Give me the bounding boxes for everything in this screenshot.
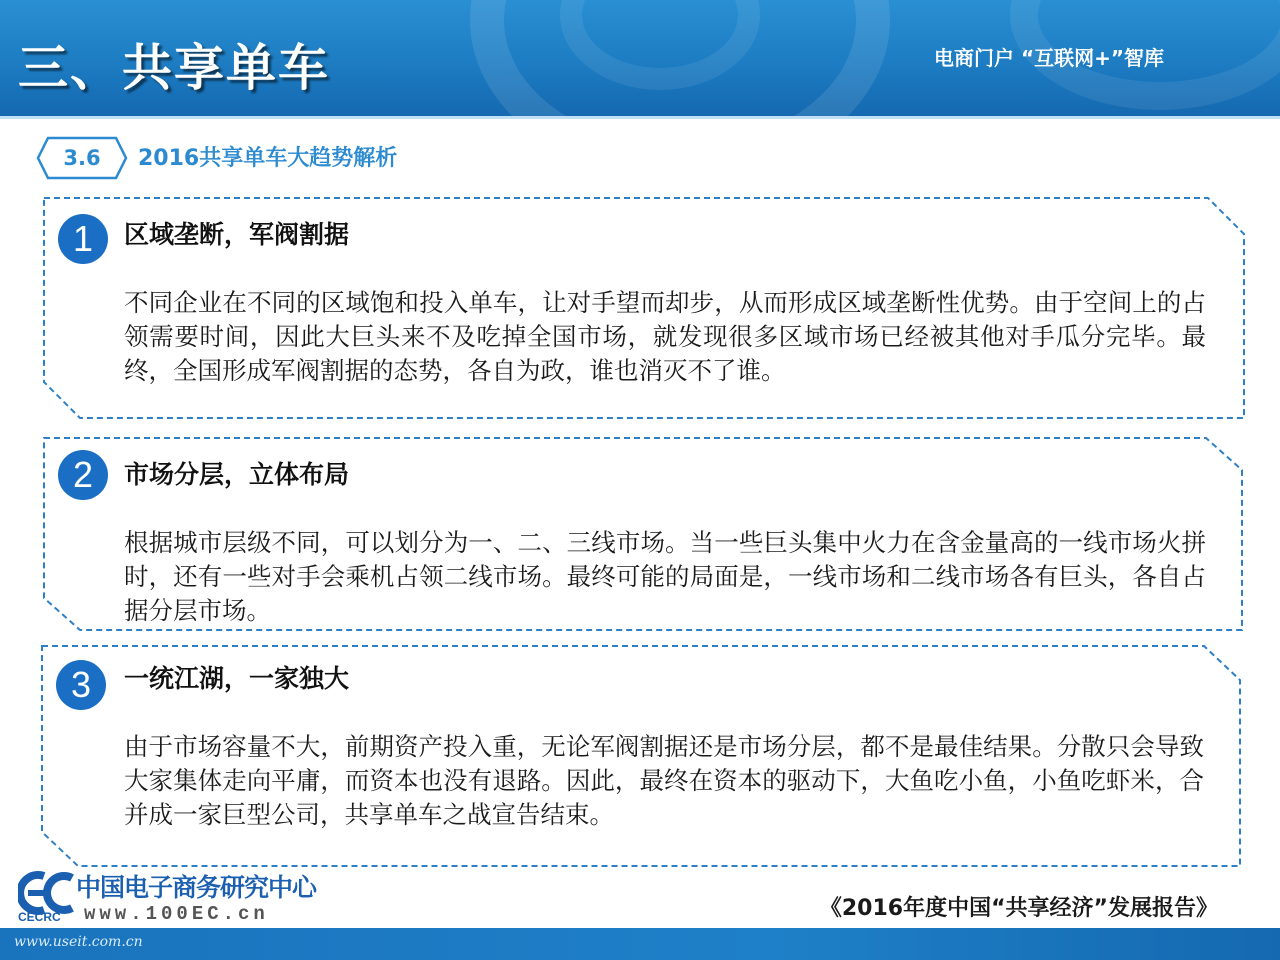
- header-banner: [0, 0, 1280, 116]
- item-number-circle: 1: [58, 214, 108, 264]
- item-number-circle: 3: [56, 660, 106, 710]
- item-body: 由于市场容量不大，前期资产投入重，无论军阀割据还是市场分层，都不是最佳结果。分散只会导致大家集体走向平庸，而资本也没有退路。因此，最终在资本的驱动下，大鱼吃小鱼，小鱼吃虾米，合并成一家巨型公司，共享单车之战宣告结束。: [124, 732, 1204, 829]
- header-divider: [0, 116, 1280, 119]
- section-number: 3.6: [63, 146, 101, 170]
- section-number-tag: [36, 136, 128, 180]
- trend-box-2: [40, 434, 1246, 634]
- trend-box-3: [38, 642, 1244, 870]
- header-brand-text: 电商门户 “互联网+”智库: [934, 46, 1165, 70]
- item-number-circle: 2: [58, 450, 108, 500]
- item-title: 市场分层，立体布局: [124, 460, 350, 489]
- item-body: 不同企业在不同的区域饱和投入单车，让对手望而却步，从而形成区域垄断性优势。由于空间上的占领需要时间，因此大巨头来不及吃掉全国市场，就发现很多区域市场已经被其他对手瓜分完毕。最终，全国形成军阀割据的态势，各自为政，谁也消灭不了谁。: [124, 288, 1206, 385]
- report-title: 《2016年度中国“共享经济”发展报告》: [819, 896, 1218, 921]
- footer-bar: [0, 928, 1280, 960]
- watermark: www.useit.com.cn: [14, 934, 143, 950]
- item-body: 根据城市层级不同，可以划分为一、二、三线市场。当一些巨头集中火力在含金量高的一线市场火拼时，还有一些对手会乘机占领二线市场。最终可能的局面是，一线市场和二线市场各有巨头，各自占据分层市场。: [124, 528, 1206, 625]
- logo-abbreviation: CECRC: [18, 910, 61, 924]
- trend-box-1: [40, 194, 1248, 422]
- page-title: 三、共享单车: [18, 39, 330, 97]
- logo-url: www.100EC.cn: [84, 903, 269, 925]
- item-title: 区域垄断，军阀割据: [124, 220, 350, 249]
- logo-name: 中国电子商务研究中心: [76, 873, 317, 902]
- item-title: 一统江湖，一家独大: [124, 664, 350, 693]
- section-title: 2016共享单车大趋势解析: [138, 146, 398, 171]
